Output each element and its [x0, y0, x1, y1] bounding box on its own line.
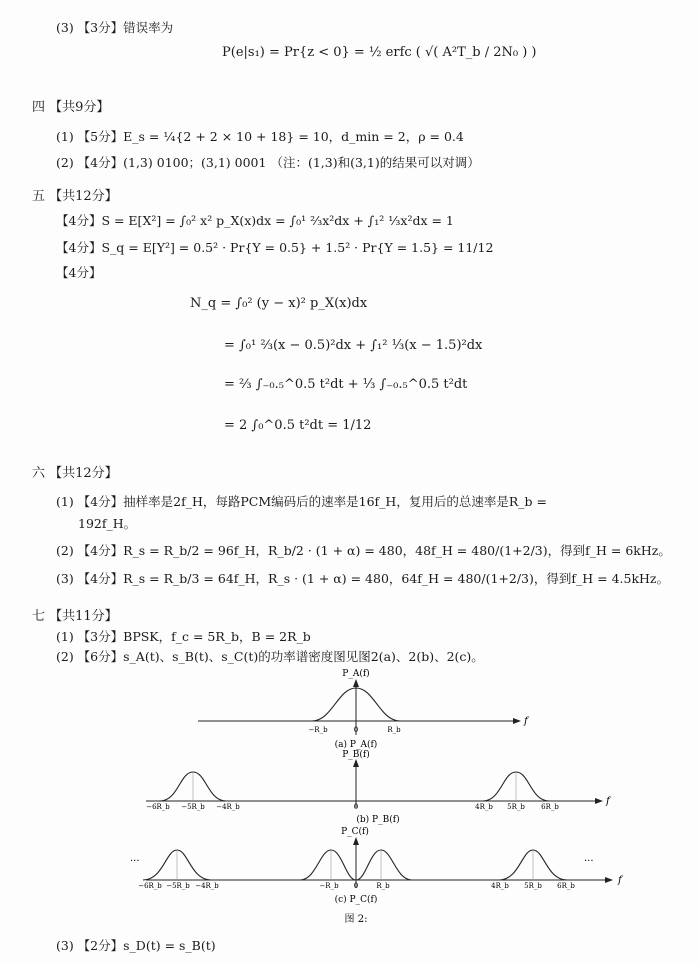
- plot-c-caption: (c) P_C(f): [334, 895, 378, 905]
- sec4-item-1: (1) 【5分】E_s = ¼{2 + 2 × 10 + 18} = 10，d_min = 2，ρ = 0.4: [56, 129, 464, 144]
- plot-c: [130, 826, 624, 905]
- plot-b: [146, 749, 612, 825]
- q3-formula: P(e|s₁) = Pr{z < 0} = ½ erfc ( √( A²T_b / 2N₀ ) ): [222, 45, 537, 60]
- plot-c-f-label: f: [618, 875, 622, 886]
- plot-a-caption: (a) P_A(f): [334, 740, 378, 750]
- plot-b-tick-neg4rb: −4R_b: [216, 803, 240, 811]
- q3-line: (3) 【3分】错误率为: [56, 20, 174, 35]
- sec7-item-1: (1) 【3分】BPSK，f_c = 5R_b，B = 2R_b: [56, 629, 311, 644]
- plot-a-tick-neg-rb: −R_b: [308, 726, 328, 734]
- plot-c-ylabel: P_C(f): [341, 827, 369, 837]
- figure-caption: 图 2:: [344, 914, 368, 925]
- plot-c-tick-4rb: 4R_b: [491, 882, 509, 890]
- sec5-item-2: 【4分】S_q = E[Y²] = 0.5² · Pr{Y = 0.5} + 1.5² · Pr{Y = 1.5} = 11/12: [56, 240, 494, 255]
- plot-b-f-label: f: [606, 796, 610, 807]
- plot-c-tick-neg5rb: −5R_b: [166, 882, 190, 890]
- sec6-title: 六 【共12分】: [32, 466, 118, 481]
- plot-b-caption: (b) P_B(f): [356, 815, 400, 825]
- plot-c-tick-neg4rb: −4R_b: [195, 882, 219, 890]
- plot-c-tick-6rb: 6R_b: [557, 882, 575, 890]
- derivation-line-2: = ∫₀¹ ⅔(x − 0.5)²dx + ∫₁² ⅓(x − 1.5)²dx: [224, 338, 483, 353]
- sec7-item-2: (2) 【6分】s_A(t)、s_B(t)、s_C(t)的功率谱密度图见图2(a)、2(b)、2(c)。: [56, 649, 484, 664]
- plot-c-dots-left: ···: [130, 856, 140, 867]
- plot-a-ylabel: P_A(f): [342, 669, 370, 679]
- sec6-item-1: (1) 【4分】抽样率是2f_H，每路PCM编码后的速率是16f_H，复用后的总速率是R_b =: [56, 494, 547, 509]
- derivation-line-3: = ⅔ ∫₋₀.₅^0.5 t²dt + ⅓ ∫₋₀.₅^0.5 t²dt: [224, 377, 468, 392]
- plot-c-tick-neg6rb: −6R_b: [138, 882, 162, 890]
- plot-b-tick-4rb: 4R_b: [475, 803, 493, 811]
- sec7-item-3: (3) 【2分】s_D(t) = s_B(t): [56, 938, 216, 953]
- plot-b-tick-5rb: 5R_b: [507, 803, 525, 811]
- plot-c-tick-0: 0: [353, 882, 359, 890]
- plot-b-tick-neg6rb: −6R_b: [146, 803, 170, 811]
- plot-c-tick-neg-rb: −R_b: [319, 882, 339, 890]
- plot-a-tick-rb: R_b: [387, 726, 401, 734]
- sec5-item-3: 【4分】: [56, 265, 102, 280]
- plot-b-tick-6rb: 6R_b: [541, 803, 559, 811]
- plot-a: [198, 668, 530, 750]
- plot-b-tick-neg5rb: −5R_b: [181, 803, 205, 811]
- plot-c-tick-rb: R_b: [376, 882, 390, 890]
- sec6-item-2: (2) 【4分】R_s = R_b/2 = 96f_H，R_b/2 · (1 + α) = 480，48f_H = 480/(1+2/3)，得到f_H = 6kHz。: [56, 543, 671, 558]
- sec4-item-2: (2) 【4分】(1,3) 0100；(3,1) 0001 （注：(1,3)和(3,1)的结果可以对调）: [56, 155, 480, 170]
- derivation-line-1: N_q = ∫₀² (y − x)² p_X(x)dx: [190, 296, 368, 311]
- sec7-title: 七 【共11分】: [32, 609, 118, 624]
- plot-a-tick-0: 0: [353, 726, 359, 734]
- plot-b-ylabel: P_B(f): [342, 750, 370, 760]
- plot-a-f-label: f: [524, 716, 528, 727]
- plot-b-tick-0: 0: [353, 803, 359, 811]
- sec4-title: 四 【共9分】: [32, 100, 110, 115]
- derivation-line-4: = 2 ∫₀^0.5 t²dt = 1/12: [224, 418, 372, 433]
- sec6-item-3: (3) 【4分】R_s = R_b/3 = 64f_H，R_s · (1 + α) = 480，64f_H = 480/(1+2/3)，得到f_H = 4.5kHz。: [56, 571, 670, 586]
- plot-c-tick-5rb: 5R_b: [524, 882, 542, 890]
- sec6-item-1-cont: 192f_H。: [78, 516, 137, 531]
- sec5-item-1: 【4分】S = E[X²] = ∫₀² x² p_X(x)dx = ∫₀¹ ⅔x²dx + ∫₁² ⅓x²dx = 1: [56, 213, 454, 228]
- plot-c-dots-right: ···: [584, 856, 594, 867]
- sec5-title: 五 【共12分】: [32, 189, 118, 204]
